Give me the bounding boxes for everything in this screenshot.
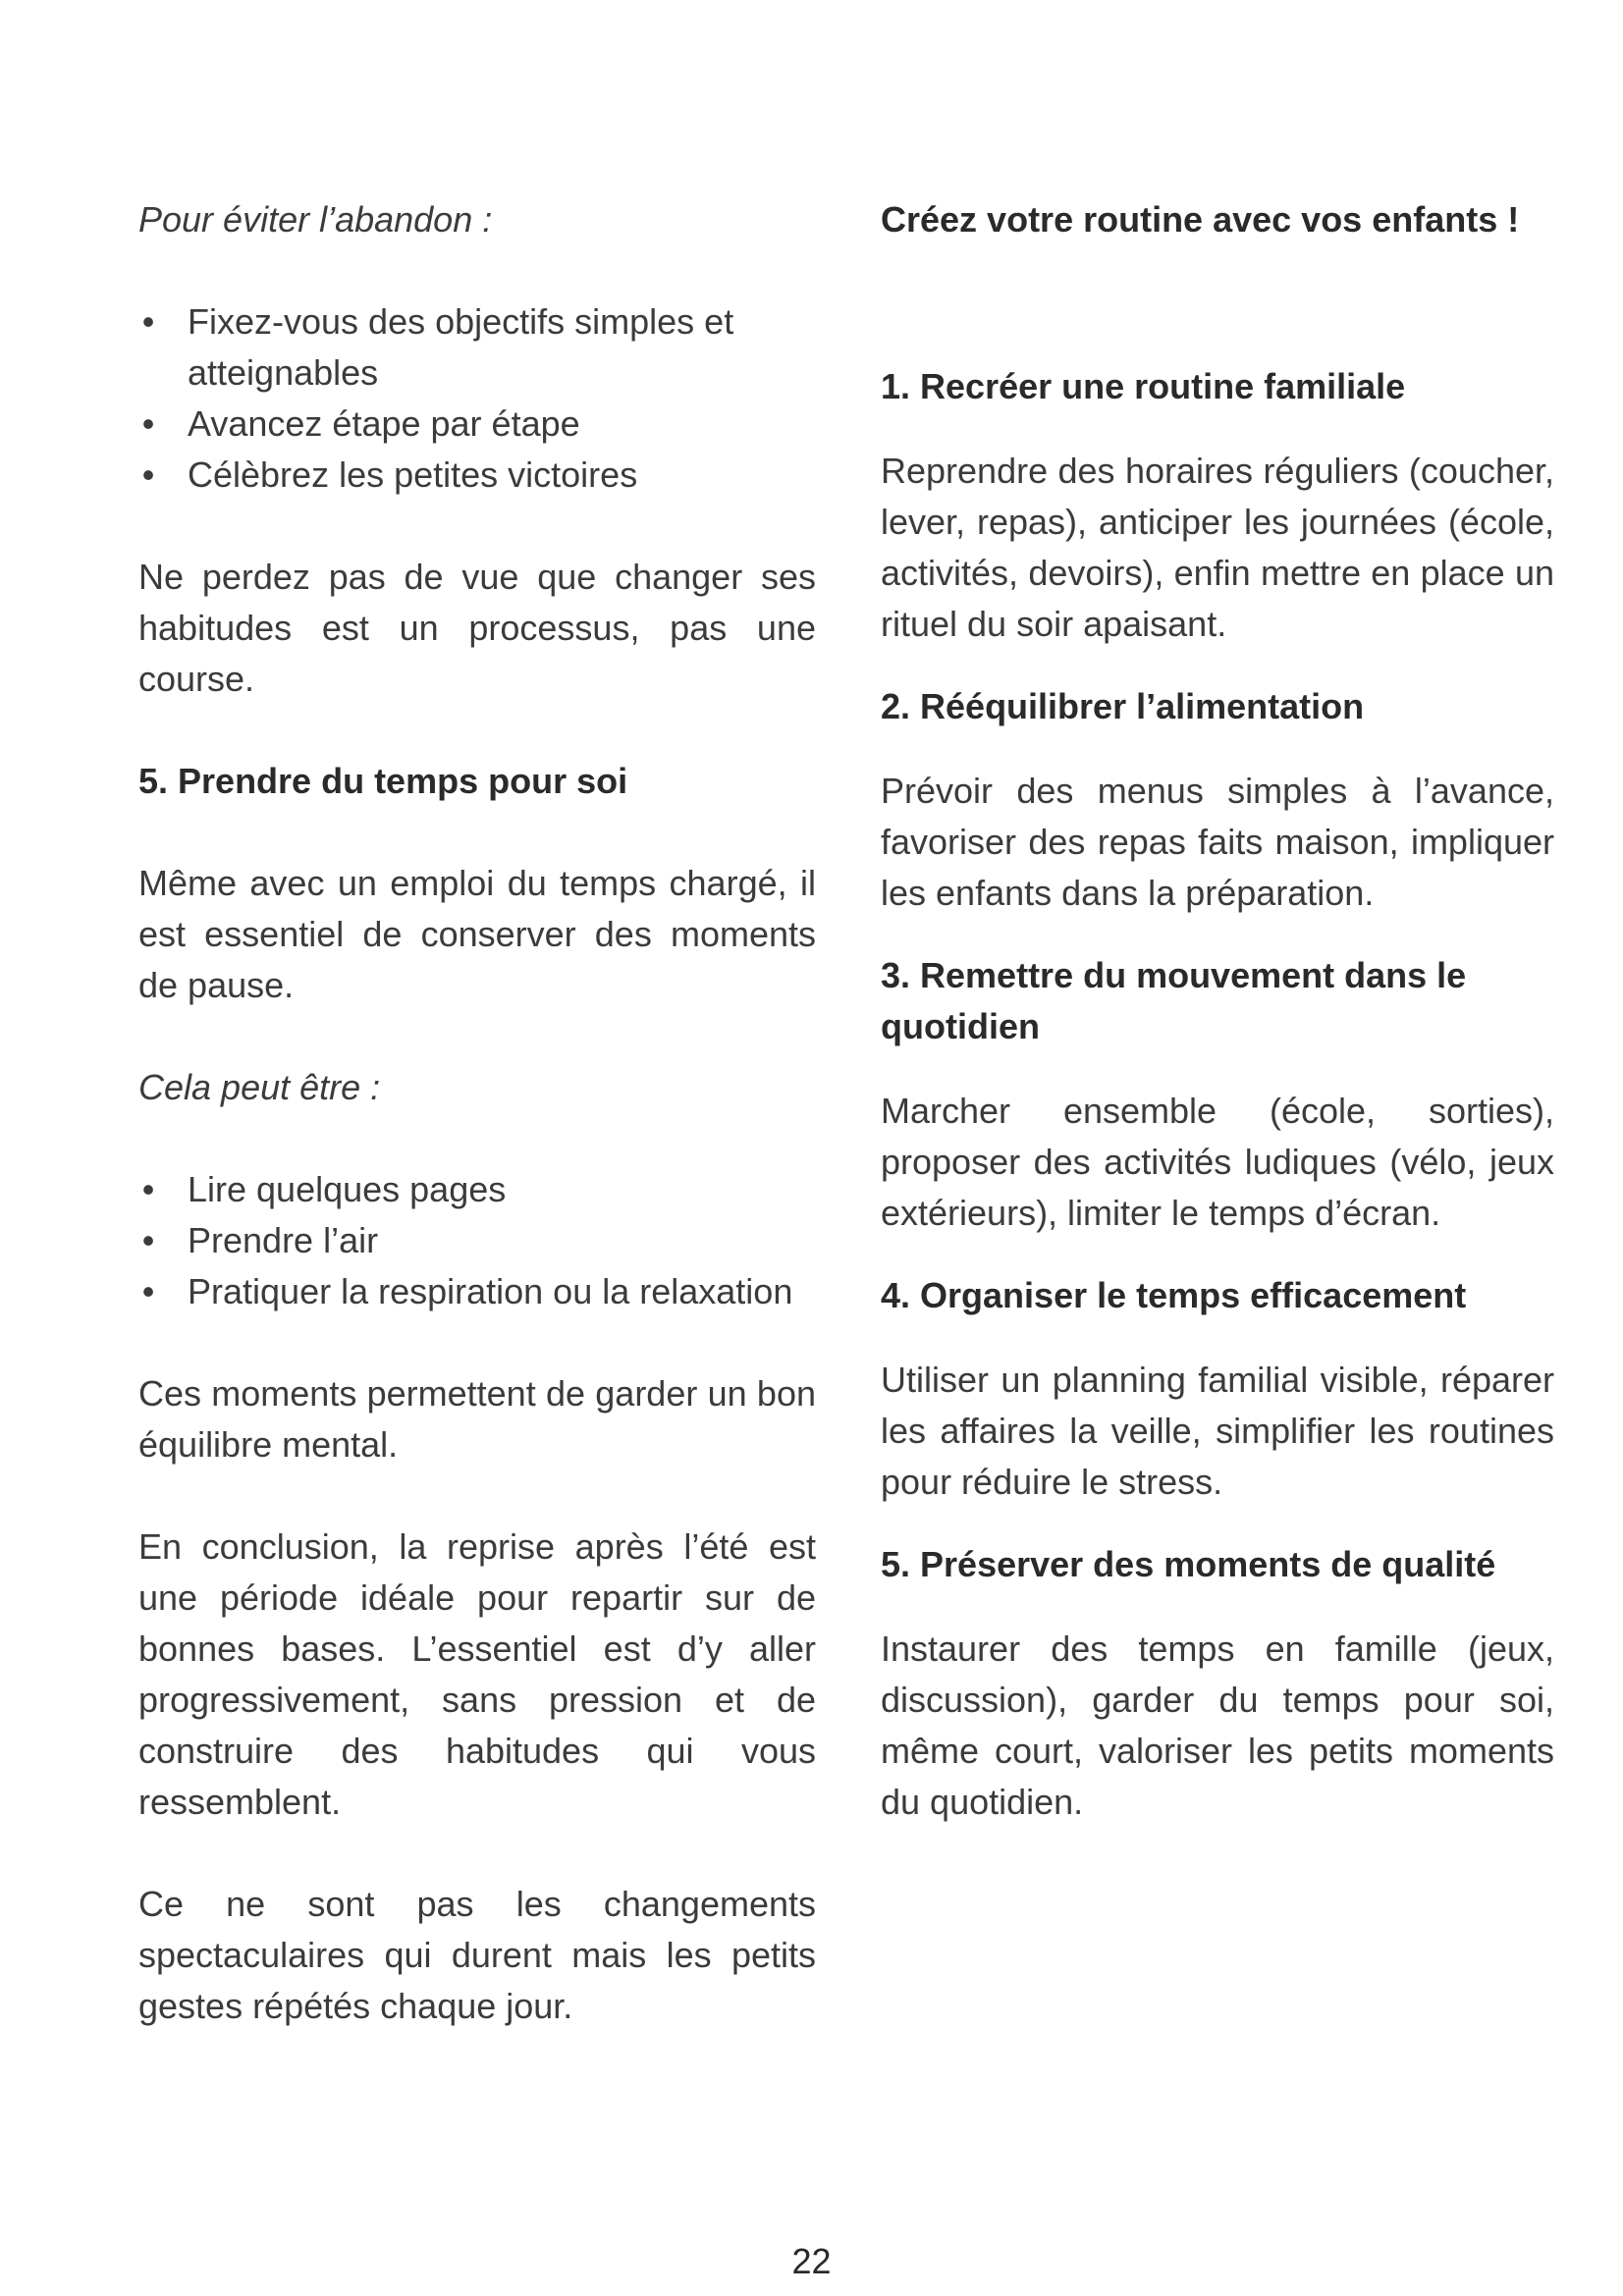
section-paragraph: Même avec un emploi du temps chargé, il est essentiel de conserver des moments de pause. [138,863,816,1005]
section-paragraph: Marcher ensemble (école, sorties), proposer des activités ludiques (vélo, jeux extérieurs), limiter le temps d’écran. [881,1091,1554,1233]
conclusion-paragraph: En conclusion, la reprise après l’été est une période idéale pour repartir sur de bonnes bases. L’essentiel est d’y aller progressivement, sans pression et de construire des habitudes qui vous ressemblent. [138,1526,816,1822]
closing-paragraph: Ce ne sont pas les changements spectaculaires qui durent mais les petits gestes répétés chaque jour. [138,1884,816,2026]
routine-section [881,1270,1554,1508]
list-item: • Avancez étape par étape [138,399,816,450]
section-paragraph: Utiliser un planning familial visible, réparer les affaires la veille, simplifier les routines pour réduire le stress. [881,1360,1554,1502]
reminder-paragraph: Ne perdez pas de vue que changer ses habitudes est un processus, pas une course. [138,557,816,699]
section-paragraph: Reprendre des horaires réguliers (coucher, lever, repas), anticiper les journées (école, activités, devoirs), enfin mettre en place un rituel du soir apaisant. [881,451,1554,644]
ideas-label: Cela peut être : [138,1067,381,1107]
list-item: • Pratiquer la respiration ou la relaxation [138,1266,816,1317]
routine-section [881,361,1554,650]
routine-section [881,1539,1554,1828]
right-column [881,194,1554,1828]
balance-paragraph: Ces moments permettent de garder un bon équilibre mental. [138,1373,816,1465]
intro-label: Pour éviter l’abandon : [138,199,493,240]
ideas-list [138,1164,816,1317]
routine-section [881,950,1554,1239]
tips-list [138,296,816,501]
list-item: • Fixez-vous des objectifs simples et atteignables [138,296,816,399]
section-heading: 3. Remettre du mouvement dans le quotidien [881,955,1467,1046]
list-item: • Célèbrez les petites victoires [138,450,816,501]
list-item: • Prendre l’air [138,1215,816,1266]
section-heading: 5. Préserver des moments de qualité [881,1544,1496,1584]
list-item: • Lire quelques pages [138,1164,816,1215]
page-title: Créez votre routine avec vos enfants ! [881,199,1520,240]
section-heading: 4. Organiser le temps efficacement [881,1275,1467,1315]
section-paragraph: Prévoir des menus simples à l’avance, favoriser des repas faits maison, impliquer les enfants dans la préparation. [881,771,1554,913]
section-paragraph: Instaurer des temps en famille (jeux, discussion), garder du temps pour soi, même court, valoriser les petits moments du quotidien. [881,1629,1554,1822]
section-heading: 5. Prendre du temps pour soi [138,761,628,801]
section-heading: 1. Recréer une routine familiale [881,366,1406,406]
page-number: 22 [791,2241,832,2281]
left-column [138,194,816,2032]
section-heading: 2. Rééquilibrer l’alimentation [881,686,1365,726]
routine-section [881,681,1554,919]
